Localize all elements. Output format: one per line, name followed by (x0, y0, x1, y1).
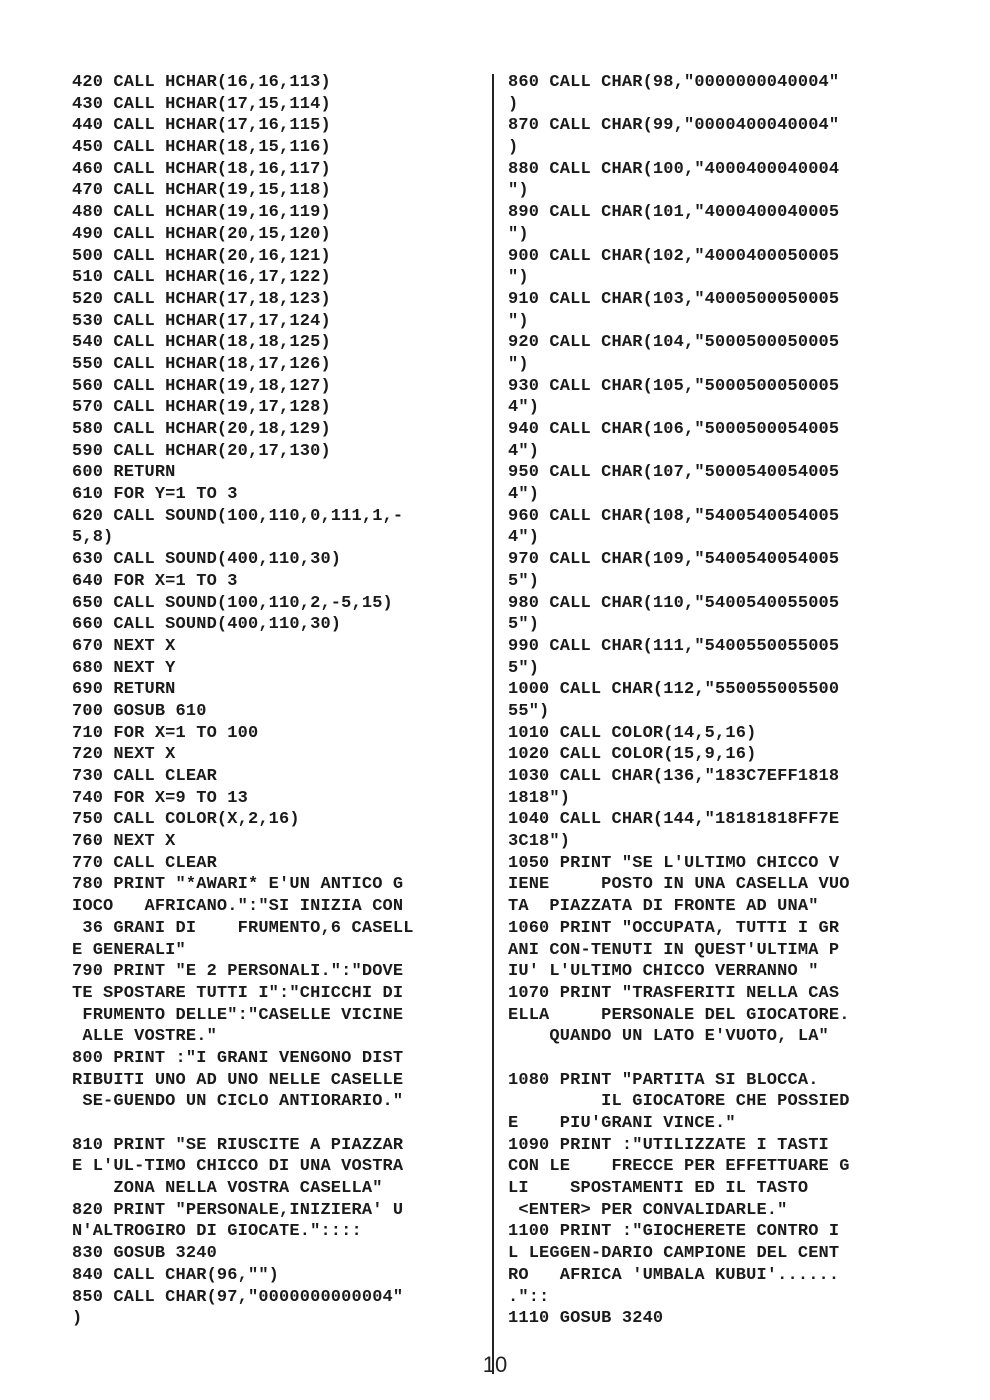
code-line: <ENTER> PER CONVALIDARLE." (508, 1200, 788, 1220)
code-line: 480 CALL HCHAR(19,16,119) (72, 203, 331, 223)
page-number: 10 (482, 1352, 508, 1377)
code-line: 790 PRINT "E 2 PERSONALI.":"DOVE (72, 962, 404, 982)
code-line: 710 FOR X=1 TO 100 (72, 723, 259, 743)
code-line: 800 PRINT :"I GRANI VENGONO DIST (72, 1048, 404, 1068)
code-line: 36 GRANI DI FRUMENTO,6 CASELL (72, 918, 414, 938)
code-line: 520 CALL HCHAR(17,18,123) (72, 289, 331, 309)
column-divider (492, 74, 494, 1374)
code-line: 1040 CALL CHAR(144,"18181818FF7E (508, 810, 840, 830)
code-line: 510 CALL HCHAR(16,17,122) (72, 268, 331, 288)
code-line: ") (508, 181, 529, 201)
code-line: 910 CALL CHAR(103,"4000500050005 (508, 289, 840, 309)
code-line: 1060 PRINT "OCCUPATA, TUTTI I GR (508, 918, 840, 938)
code-line: ) (72, 1309, 83, 1329)
code-line: 560 CALL HCHAR(19,18,127) (72, 376, 331, 396)
code-line: 970 CALL CHAR(109,"5400540054005 (508, 550, 840, 570)
code-line: 55") (508, 701, 550, 721)
code-line (508, 1048, 933, 1070)
code-line: L LEGGEN-DARIO CAMPIONE DEL CENT (508, 1244, 840, 1264)
code-line: ") (508, 224, 529, 244)
code-line: 530 CALL HCHAR(17,17,124) (72, 311, 331, 331)
code-line: 780 PRINT "*AWARI* E'UN ANTICO G (72, 875, 404, 895)
code-line: 1110 GOSUB 3240 (508, 1309, 664, 1329)
right-code-column (508, 72, 933, 1330)
code-line: 920 CALL CHAR(104,"5000500050005 (508, 333, 840, 353)
code-line: 820 PRINT "PERSONALE,INIZIERA' U (72, 1200, 404, 1220)
code-line: ) (508, 138, 519, 158)
code-line: 940 CALL CHAR(106,"5000500054005 (508, 420, 840, 439)
code-line: IENE POSTO IN UNA CASELLA VUO (508, 875, 850, 895)
code-line: 840 CALL CHAR(96,"") (72, 1265, 280, 1285)
code-line: 550 CALL HCHAR(18,17,126) (72, 354, 331, 374)
code-line: ) (508, 94, 519, 114)
code-line: 750 CALL COLOR(X,2,16) (72, 810, 300, 830)
code-line: 830 GOSUB 3240 (72, 1244, 217, 1264)
code-line: TA PIAZZATA DI FRONTE AD UNA" (508, 897, 819, 917)
code-line: 670 NEXT X (72, 636, 176, 656)
code-line: 470 CALL HCHAR(19,15,118) (72, 181, 331, 201)
code-line: 570 CALL HCHAR(19,17,128) (72, 398, 331, 418)
code-line: 990 CALL CHAR(111,"5400550055005 (508, 636, 840, 656)
code-line: 680 NEXT Y (72, 658, 176, 678)
code-line: 1050 PRINT "SE L'ULTIMO CHICCO V (508, 853, 840, 873)
code-line: IL GIOCATORE CHE POSSIED (508, 1092, 850, 1112)
code-line: ANI CON-TENUTI IN QUEST'ULTIMA P (508, 940, 840, 960)
code-line: 4") (508, 528, 540, 548)
code-line: 850 CALL CHAR(97,"0000000000004" (72, 1287, 404, 1307)
code-line: 1010 CALL COLOR(14,5,16) (508, 723, 757, 743)
code-line: 730 CALL CLEAR (72, 767, 217, 786)
code-line: 980 CALL CHAR(110,"5400540055005 (508, 593, 840, 613)
code-line: 4") (508, 485, 540, 505)
code-line: .":: (508, 1287, 550, 1307)
code-line: 900 CALL CHAR(102,"4000400050005 (508, 246, 840, 266)
code-line (72, 1113, 482, 1135)
code-line: RO AFRICA 'UMBALA KUBUI'...... (508, 1265, 840, 1285)
code-line: 5") (508, 658, 540, 678)
code-line: 610 FOR Y=1 TO 3 (72, 485, 238, 505)
code-line: 870 CALL CHAR(99,"0000400040004" (508, 116, 840, 136)
code-line: 890 CALL CHAR(101,"4000400040005 (508, 203, 840, 223)
code-line: IU' L'ULTIMO CHICCO VERRANNO " (508, 962, 819, 982)
code-line: CON LE FRECCE PER EFFETTUARE G (508, 1157, 850, 1177)
code-line: 600 RETURN (72, 463, 176, 483)
code-line: 420 CALL HCHAR(16,16,113) (72, 73, 331, 92)
code-line: TE SPOSTARE TUTTI I":"CHICCHI DI (72, 983, 404, 1003)
code-line: 1020 CALL COLOR(15,9,16) (508, 745, 757, 765)
code-line: 640 FOR X=1 TO 3 (72, 571, 238, 591)
code-line: 3C18") (508, 832, 571, 852)
code-line: 4") (508, 441, 540, 461)
code-line: 810 PRINT "SE RIUSCITE A PIAZZAR (72, 1135, 404, 1155)
code-line: 490 CALL HCHAR(20,15,120) (72, 224, 331, 244)
code-line: 430 CALL HCHAR(17,15,114) (72, 94, 331, 114)
code-line: FRUMENTO DELLE":"CASELLE VICINE (72, 1005, 404, 1025)
code-line: 630 CALL SOUND(400,110,30) (72, 550, 342, 570)
code-line: 1000 CALL CHAR(112,"550055005500 (508, 680, 840, 700)
code-line: 5,8) (72, 528, 114, 548)
code-line: 1080 PRINT "PARTITA SI BLOCCA. (508, 1070, 819, 1090)
code-line: 540 CALL HCHAR(18,18,125) (72, 333, 331, 353)
code-line: 450 CALL HCHAR(18,15,116) (72, 138, 331, 158)
code-line: 1030 CALL CHAR(136,"183C7EFF1818 (508, 767, 840, 786)
code-line: LI SPOSTAMENTI ED IL TASTO (508, 1179, 809, 1199)
code-line: 930 CALL CHAR(105,"5000500050005 (508, 376, 840, 396)
code-line: 620 CALL SOUND(100,110,0,111,1,- (72, 506, 404, 526)
code-line: 660 CALL SOUND(400,110,30) (72, 615, 342, 635)
code-line: 770 CALL CLEAR (72, 853, 217, 873)
code-line: 5") (508, 571, 540, 591)
code-line: E PIU'GRANI VINCE." (508, 1114, 736, 1133)
code-line: 650 CALL SOUND(100,110,2,-5,15) (72, 593, 393, 613)
code-line: 440 CALL HCHAR(17,16,115) (72, 116, 331, 136)
code-line: 590 CALL HCHAR(20,17,130) (72, 441, 331, 461)
code-line: N'ALTROGIRO DI GIOCATE.":::: (72, 1222, 362, 1242)
code-line: ") (508, 354, 529, 374)
code-line: 4") (508, 398, 540, 418)
code-line: ") (508, 311, 529, 331)
code-line: 1070 PRINT "TRASFERITI NELLA CAS (508, 983, 840, 1003)
code-line: 5") (508, 615, 540, 635)
code-line: 1090 PRINT :"UTILIZZATE I TASTI (508, 1135, 829, 1155)
code-line: RIBUITI UNO AD UNO NELLE CASELLE (72, 1070, 404, 1090)
code-line: 880 CALL CHAR(100,"4000400040004 (508, 159, 840, 179)
code-line: 460 CALL HCHAR(18,16,117) (72, 159, 331, 179)
code-line: SE-GUENDO UN CICLO ANTIORARIO." (72, 1092, 404, 1112)
code-line: 760 NEXT X (72, 832, 176, 852)
code-line: 580 CALL HCHAR(20,18,129) (72, 420, 331, 439)
code-line: 720 NEXT X (72, 745, 176, 765)
code-line: IOCO AFRICANO.":"SI INIZIA CON (72, 897, 404, 917)
code-line: 1100 PRINT :"GIOCHERETE CONTRO I (508, 1222, 840, 1242)
code-line: E L'UL-TIMO CHICCO DI UNA VOSTRA (72, 1157, 404, 1177)
code-line: 960 CALL CHAR(108,"5400540054005 (508, 506, 840, 526)
code-line: ALLE VOSTRE." (72, 1027, 217, 1047)
left-code-column (72, 72, 482, 1330)
code-line: 950 CALL CHAR(107,"5000540054005 (508, 463, 840, 483)
code-line: E GENERALI" (72, 940, 186, 960)
code-line: 700 GOSUB 610 (72, 701, 207, 721)
code-line: 500 CALL HCHAR(20,16,121) (72, 246, 331, 266)
code-line: ZONA NELLA VOSTRA CASELLA" (72, 1179, 383, 1199)
code-line: ELLA PERSONALE DEL GIOCATORE. (508, 1005, 850, 1025)
code-line: ") (508, 268, 529, 288)
code-line: QUANDO UN LATO E'VUOTO, LA" (508, 1027, 829, 1047)
code-line: 860 CALL CHAR(98,"0000000040004" (508, 73, 840, 92)
code-line: 740 FOR X=9 TO 13 (72, 788, 248, 808)
code-line: 1818") (508, 788, 571, 808)
code-line: 690 RETURN (72, 680, 176, 700)
